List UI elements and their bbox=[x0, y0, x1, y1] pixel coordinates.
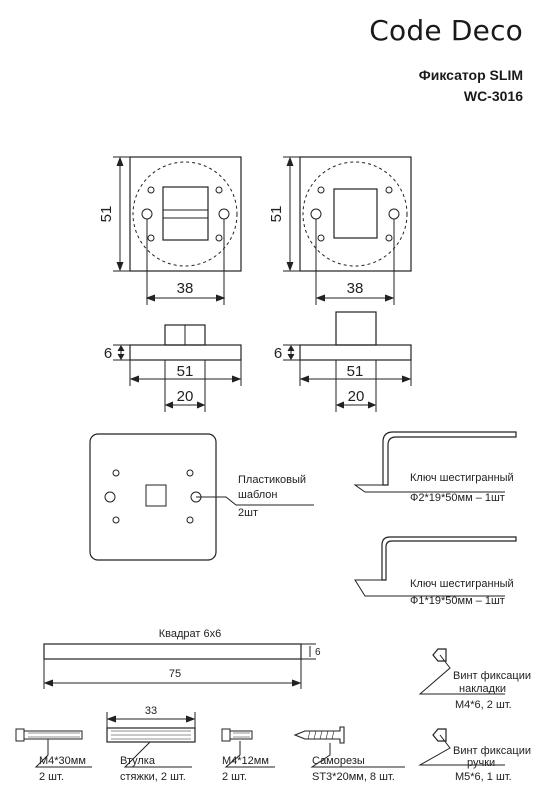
set-screw-plate-line2: накладки bbox=[459, 683, 507, 695]
dim-label-51-vertical-left: 51 bbox=[98, 205, 115, 223]
bolt-m4x30-name: М4*30мм bbox=[39, 755, 86, 767]
square-rod bbox=[44, 644, 301, 659]
rod-label: Квадрат 6х6 bbox=[158, 628, 222, 640]
hex-key-2mm-spec: Ф2*19*50мм – 1шт bbox=[410, 492, 505, 504]
dimension-rod-thickness bbox=[301, 644, 321, 659]
dim-label-6-left: 6 bbox=[103, 345, 113, 362]
hex-key-1mm-spec: Ф1*19*50мм – 1шт bbox=[410, 595, 505, 607]
set-screw-handle-line2: ручки bbox=[467, 757, 496, 769]
brand-logo: Code Deco bbox=[369, 14, 523, 47]
plate-side-left bbox=[130, 325, 241, 360]
dim-label-51-horizontal-right: 51 bbox=[346, 363, 364, 380]
template-label-qty: 2шт bbox=[238, 507, 258, 519]
dim-label-rod-6: 6 bbox=[315, 647, 321, 658]
plastic-template bbox=[90, 434, 314, 560]
dim-label-51-vertical-right: 51 bbox=[268, 205, 285, 223]
dimension-plate-width-left bbox=[130, 360, 241, 386]
sleeve-line2: стяжки, 2 шт. bbox=[120, 771, 186, 783]
dimension-plate-height-left bbox=[98, 157, 130, 271]
set-screw-handle-qty: М5*6, 1 шт. bbox=[455, 771, 512, 783]
sleeve-line1: Втулка bbox=[120, 755, 155, 767]
set-screw-plate-qty: М4*6, 2 шт. bbox=[455, 699, 512, 711]
dimension-sleeve-length bbox=[107, 705, 195, 728]
hex-key-2mm-name: Ключ шестигранный bbox=[410, 472, 514, 484]
dim-label-38-left: 38 bbox=[176, 280, 194, 297]
dimension-hole-spacing-left bbox=[147, 219, 224, 305]
dim-label-38-right: 38 bbox=[346, 280, 364, 297]
dim-label-51-horizontal-left: 51 bbox=[176, 363, 194, 380]
bolt-m4x12-name: М4*12мм bbox=[222, 755, 269, 767]
dimension-thickness-right bbox=[274, 345, 300, 362]
dim-label-75: 75 bbox=[168, 668, 182, 680]
dim-label-6-right: 6 bbox=[273, 345, 283, 362]
set-screw-plate-line1: Винт фиксации bbox=[453, 670, 531, 682]
set-screw-handle-line1: Винт фиксации bbox=[453, 745, 531, 757]
wood-screw-qty: ST3*20мм, 8 шт. bbox=[312, 771, 395, 783]
hex-key-1mm-name: Ключ шестигранный bbox=[410, 578, 514, 590]
dimension-plate-width-right bbox=[300, 360, 411, 386]
product-model: WC-3016 bbox=[463, 88, 523, 104]
dim-label-33: 33 bbox=[144, 705, 158, 717]
bolt-m4x12-qty: 2 шт. bbox=[222, 771, 247, 783]
product-title: Фиксатор SLIM bbox=[418, 67, 523, 83]
template-label-line2: шаблон bbox=[238, 489, 278, 501]
dim-label-20-right: 20 bbox=[347, 388, 365, 405]
template-label-line1: Пластиковый bbox=[238, 474, 307, 486]
dimension-rod-length bbox=[44, 659, 301, 689]
bolt-m4x30-qty: 2 шт. bbox=[39, 771, 64, 783]
dim-label-20-left: 20 bbox=[176, 388, 194, 405]
wood-screw-name: Саморезы bbox=[312, 755, 365, 767]
dimension-plate-height-right bbox=[268, 157, 300, 271]
dimension-hole-spacing-right bbox=[316, 219, 394, 305]
dimension-thickness-left bbox=[104, 345, 130, 362]
plate-side-right bbox=[300, 312, 411, 360]
